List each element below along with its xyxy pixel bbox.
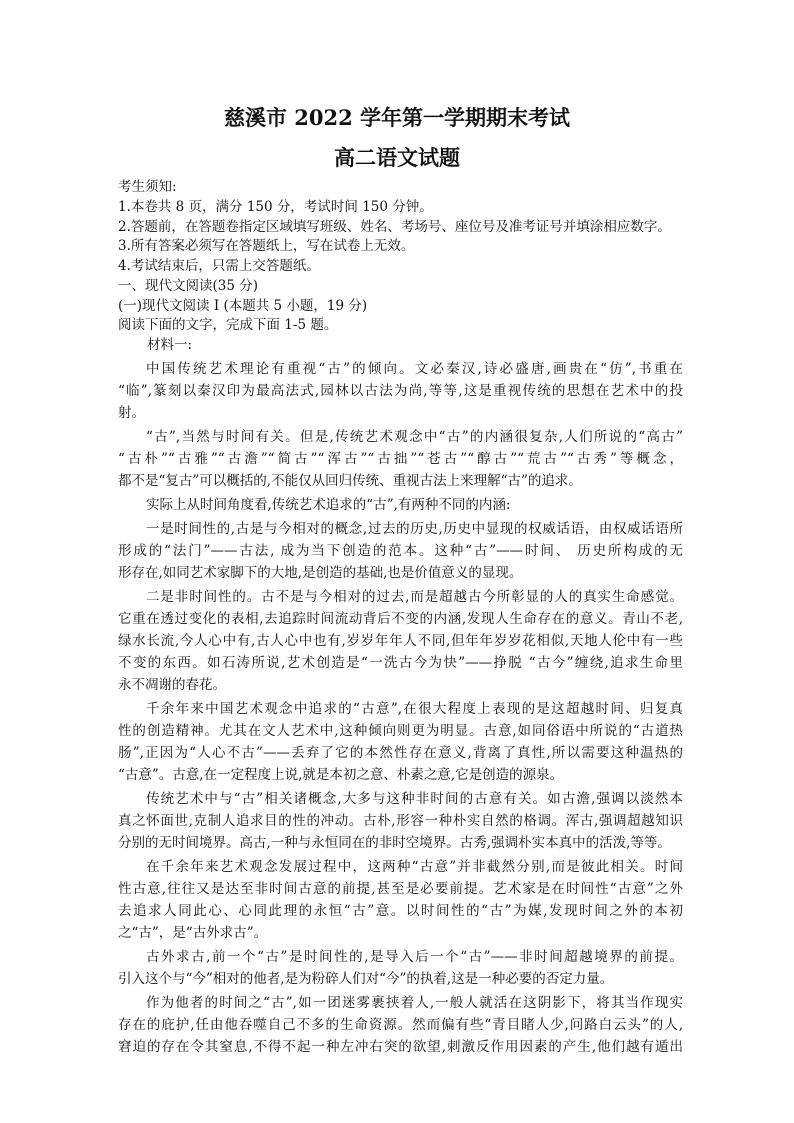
paragraph-line: 都不是“复古”可以概括的,不能仅从回归传统、重视古法上来理解“古”的追求。: [118, 472, 582, 489]
notice-heading: 考生须知:: [118, 179, 177, 195]
paragraph-line: 存在的庇护,任由他吞噬自己不多的生命资源。然而偏有些“青目睹人少,问路白云头”的人,: [118, 1016, 683, 1033]
exam-content: [118, 178, 683, 1058]
paragraph-line: 真之怀面世,克制人追求目的性的冲动。古朴,形容一种朴实自然的格调。浑古,强调超越知识: [118, 812, 683, 829]
material-label: 材料一:: [147, 337, 193, 353]
paragraph-line: 它重在透过变化的表相,去追踪时间流动背后不变的内涵,发现人生命存在的意义。青山不老,: [118, 610, 683, 627]
paragraph: [118, 494, 683, 516]
paragraph-line: 形存在,如同艺术家脚下的大地,是创造的基础,也是价值意义的显现。: [118, 564, 523, 581]
paragraph-line: 一是时间性的,古是与今相对的概念,过去的历史,历史中显现的权威话语，由权威话语所: [146, 520, 683, 537]
paragraph-line: 传统艺术中与“古”相关诸概念,大多与这种非时间的古意有关。如古澹,强调以淡然本: [146, 790, 683, 807]
section-heading: 一、现代文阅读(35 分): [118, 277, 259, 294]
notice-item: 2.答题前，在答题卷指定区域填写班级、姓名、考场号、座位号及准考证号并填涂相应数字。: [118, 218, 671, 235]
notice-item: 4.考试结束后，只需上交答题纸。: [118, 258, 320, 274]
paragraph-line: 中国传统艺术理论有重视“古”的倾向。文必秦汉,诗必盛唐,画贵在“仿”,书重在: [146, 360, 683, 377]
paragraph: [118, 518, 683, 584]
paragraph: [118, 426, 683, 492]
notice-item: 1.本卷共 8 页，满分 150 分，考试时间 150 分钟。: [118, 198, 433, 215]
paragraph-line: 古外求古,前一个“古”是时间性的,是导入后一个“古”——非时间超越境界的前提。: [146, 948, 683, 965]
paragraph-line: 性古意,往往又是达至非时间古意的前提,甚至是必要前提。艺术家是在时间性“古意”之外: [118, 880, 683, 897]
paragraph-line: 分别的无时间境界。高古,一种与永恒同在的非时空境界。古秀,强调朴实本真中的活泼,等等。: [118, 834, 671, 851]
paragraph-line: 形成的“法门”——古法, 成为当下创造的范本。这种“古”——时间、 历史所构成的无: [118, 542, 683, 559]
paragraph: [118, 856, 683, 944]
paragraph-line: 窘迫的存在令其窒息,不得不起一种左冲右突的欲望,刺激反作用因素的产生,他们越有遁出: [118, 1038, 683, 1055]
paragraph-line: 二是非时间性的。古不是与今相对的过去,而是超越古今所彰显的人的真实生命感觉。: [146, 588, 683, 605]
paragraph-line: 作为他者的时间之“古”,如一团迷雾裹挟着人,一般人就活在这阴影下，将其当作现实: [146, 994, 683, 1011]
paragraph: [118, 586, 683, 696]
paragraph-line: 肠”,正因为“人心不古”——丢弃了它的本然性存在意义,背离了真性,所以需要这种温热的: [118, 744, 683, 761]
paragraph-line: 不变的东西。如石涛所说,艺术创造是“一洗古今为快”——挣脱 “古今”缠绕,追求生命里: [118, 654, 683, 671]
paragraph-line: 绿水长流,今人心中有,古人心中也有,岁岁年年人不同,但年年岁岁花相似,天地人伦中有一些: [118, 632, 683, 649]
paragraph: [118, 788, 683, 854]
subsection-heading: (一)现代文阅读 I (本题共 5 小题，19 分): [118, 297, 368, 314]
paragraph-line: 性的创造精神。尤其在文人艺术中,这种倾向则更为明显。古意,如同俗语中所说的“古道热: [118, 722, 683, 739]
paragraph: [118, 946, 683, 990]
paragraph-line: 之“古”，是“古外求古”。: [118, 924, 268, 941]
paragraph: [118, 698, 683, 786]
paragraph-line: 去追求人同此心、心同此理的永恒“古”意。以时间性的“古”为媒,发现时间之外的本初: [118, 902, 683, 919]
exam-subtitle: 高二语文试题: [334, 145, 460, 170]
paragraph-line: “临”,篆刻以秦汉印为最高法式,园林以古法为尚,等等,这是重视传统的思想在艺术中的投: [118, 382, 683, 399]
paragraph-line: 引入这个与“今”相对的他者,是为粉碎人们对“今”的执着,这是一种必要的否定力量。: [118, 970, 614, 987]
exam-title: 慈溪市 2022 学年第一学期期末考试: [223, 105, 571, 130]
paragraph-line: 永不凋谢的春花。: [118, 676, 226, 693]
paragraph: [118, 992, 683, 1058]
paragraph-line: 在千余年来艺术观念发展过程中，这两种“古意”并非截然分别,而是彼此相关。时间: [146, 858, 683, 875]
paragraph: [118, 358, 683, 424]
notice-item: 3.所有答案必须写在答题纸上，写在试卷上无效。: [118, 238, 415, 255]
paragraph-line: 射。: [118, 404, 145, 421]
instruction-text: 阅读下面的文字，完成下面 1-5 题。: [118, 317, 338, 334]
paragraph-line: “古意”。古意,在一定程度上说,就是本初之意、朴素之意,它是创造的源泉。: [118, 766, 564, 783]
paragraph-line: “古朴”“古雅”“古澹”“简古”“浑古”“古拙”“苍古”“醇古”“荒古”“古秀”等概念，: [118, 450, 683, 467]
paragraph-line: 实际上从时间角度看,传统艺术追求的“古”,有两种不同的内涵:: [146, 496, 511, 513]
paragraph-line: “古”,当然与时间有关。但是,传统艺术观念中“古”的内涵很复杂,人们所说的“高古”: [146, 428, 683, 445]
paragraph-line: 千余年来中国艺术观念中追求的“古意”,在很大程度上表现的是这超越时间、归复真: [146, 700, 683, 717]
